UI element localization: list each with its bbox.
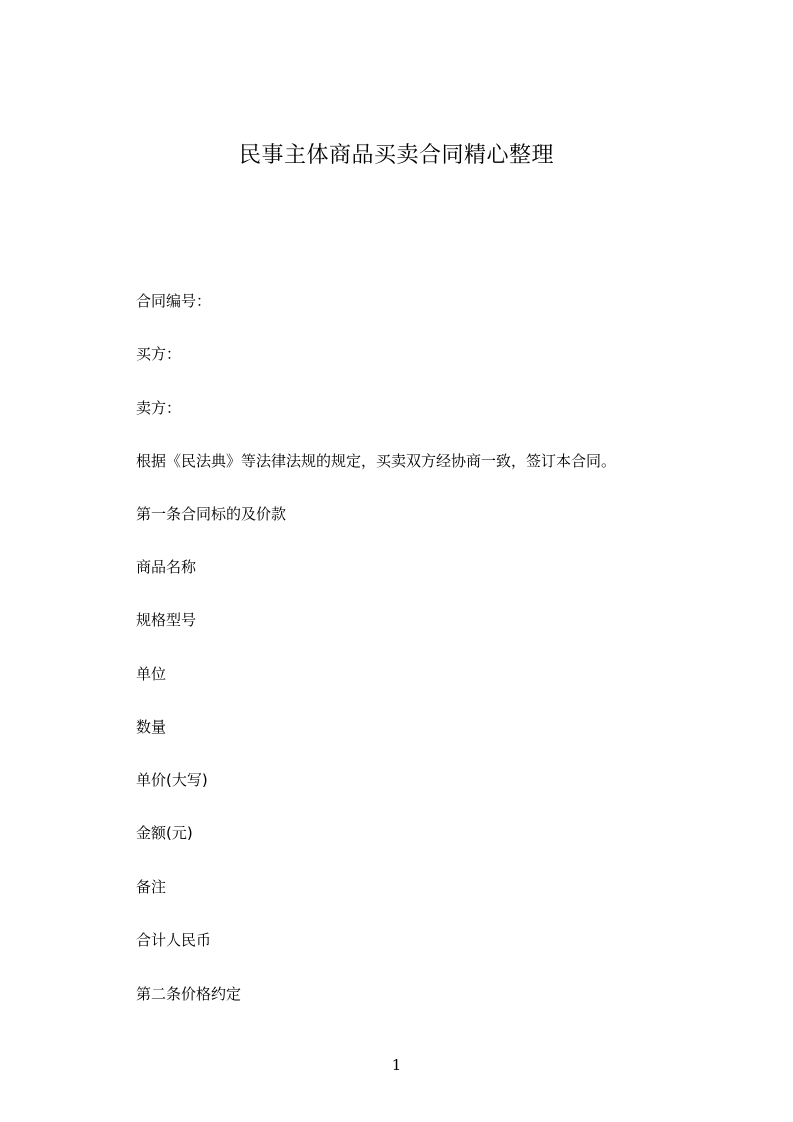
preamble-paragraph: 根据《民法典》等法律法规的规定，买卖双方经协商一致，签订本合同。 (136, 452, 617, 470)
seller-label: 卖方： (136, 399, 182, 417)
article-two-heading: 第二条价格约定 (136, 985, 242, 1003)
amount-label: 金额(元) (136, 824, 193, 842)
total-rmb-label: 合计人民币 (136, 931, 212, 949)
page-number: 1 (391, 1056, 402, 1074)
product-name-label: 商品名称 (136, 558, 197, 576)
buyer-label: 买方： (136, 345, 182, 363)
remarks-label: 备注 (136, 878, 167, 896)
contract-number-label: 合同编号： (136, 292, 212, 310)
unit-price-label: 单价(大写) (136, 771, 208, 789)
quantity-label: 数量 (136, 718, 167, 736)
document-title: 民事主体商品买卖合同精心整理 (238, 143, 554, 168)
unit-label: 单位 (136, 665, 167, 683)
article-one-heading: 第一条合同标的及价款 (136, 505, 287, 523)
model-spec-label: 规格型号 (136, 611, 197, 629)
